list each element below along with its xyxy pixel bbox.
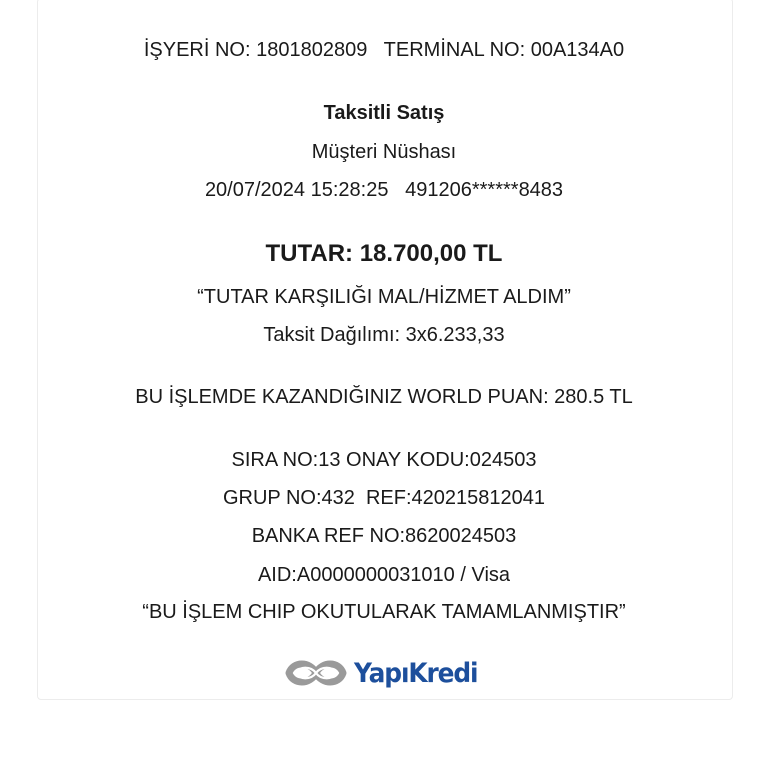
acknowledgement-text: “TUTAR KARŞILIĞI MAL/HİZMET ALDIM” [197,286,571,308]
transaction-datetime: 20/07/2024 15:28:25 [204,179,389,201]
merchant-terminal-line [0,38,768,62]
chip-note: “BU İŞLEM CHIP OKUTULARAK TAMAMLANMIŞTIR” [142,601,626,623]
yapikredi-logo-icon [281,653,351,693]
datetime-card-line [0,178,768,202]
merchant-no: 1801802809 [256,39,368,61]
installment-breakdown: Taksit Dağılımı: 3x6.233,33 [263,324,505,346]
merchant-no-label: İŞYERİ NO: [143,39,251,61]
group-ref-line: GRUP NO:432 REF:420215812041 [222,487,546,509]
terminal-no: 00A134A0 [530,39,625,61]
receipt-copy-label: Müşteri Nüshası [311,141,457,163]
world-points-text: BU İŞLEMDE KAZANDIĞINIZ WORLD PUAN: 280.5 TL [135,386,633,408]
aid-line: AID:A0000000031010 / Visa [257,564,511,586]
yapikredi-logo [281,651,488,695]
sequence-approval-line: SIRA NO:13 ONAY KODU:024503 [231,449,537,471]
masked-card-number: 491206******8483 [405,179,564,201]
total-amount: TUTAR: 18.700,00 TL [265,240,503,267]
terminal-no-label: TERMİNAL NO: [383,39,526,61]
yapikredi-logo-text: YapıKredi [354,657,478,689]
bank-ref-line: BANKA REF NO:8620024503 [251,525,517,547]
transaction-type: Taksitli Satış [323,102,445,124]
